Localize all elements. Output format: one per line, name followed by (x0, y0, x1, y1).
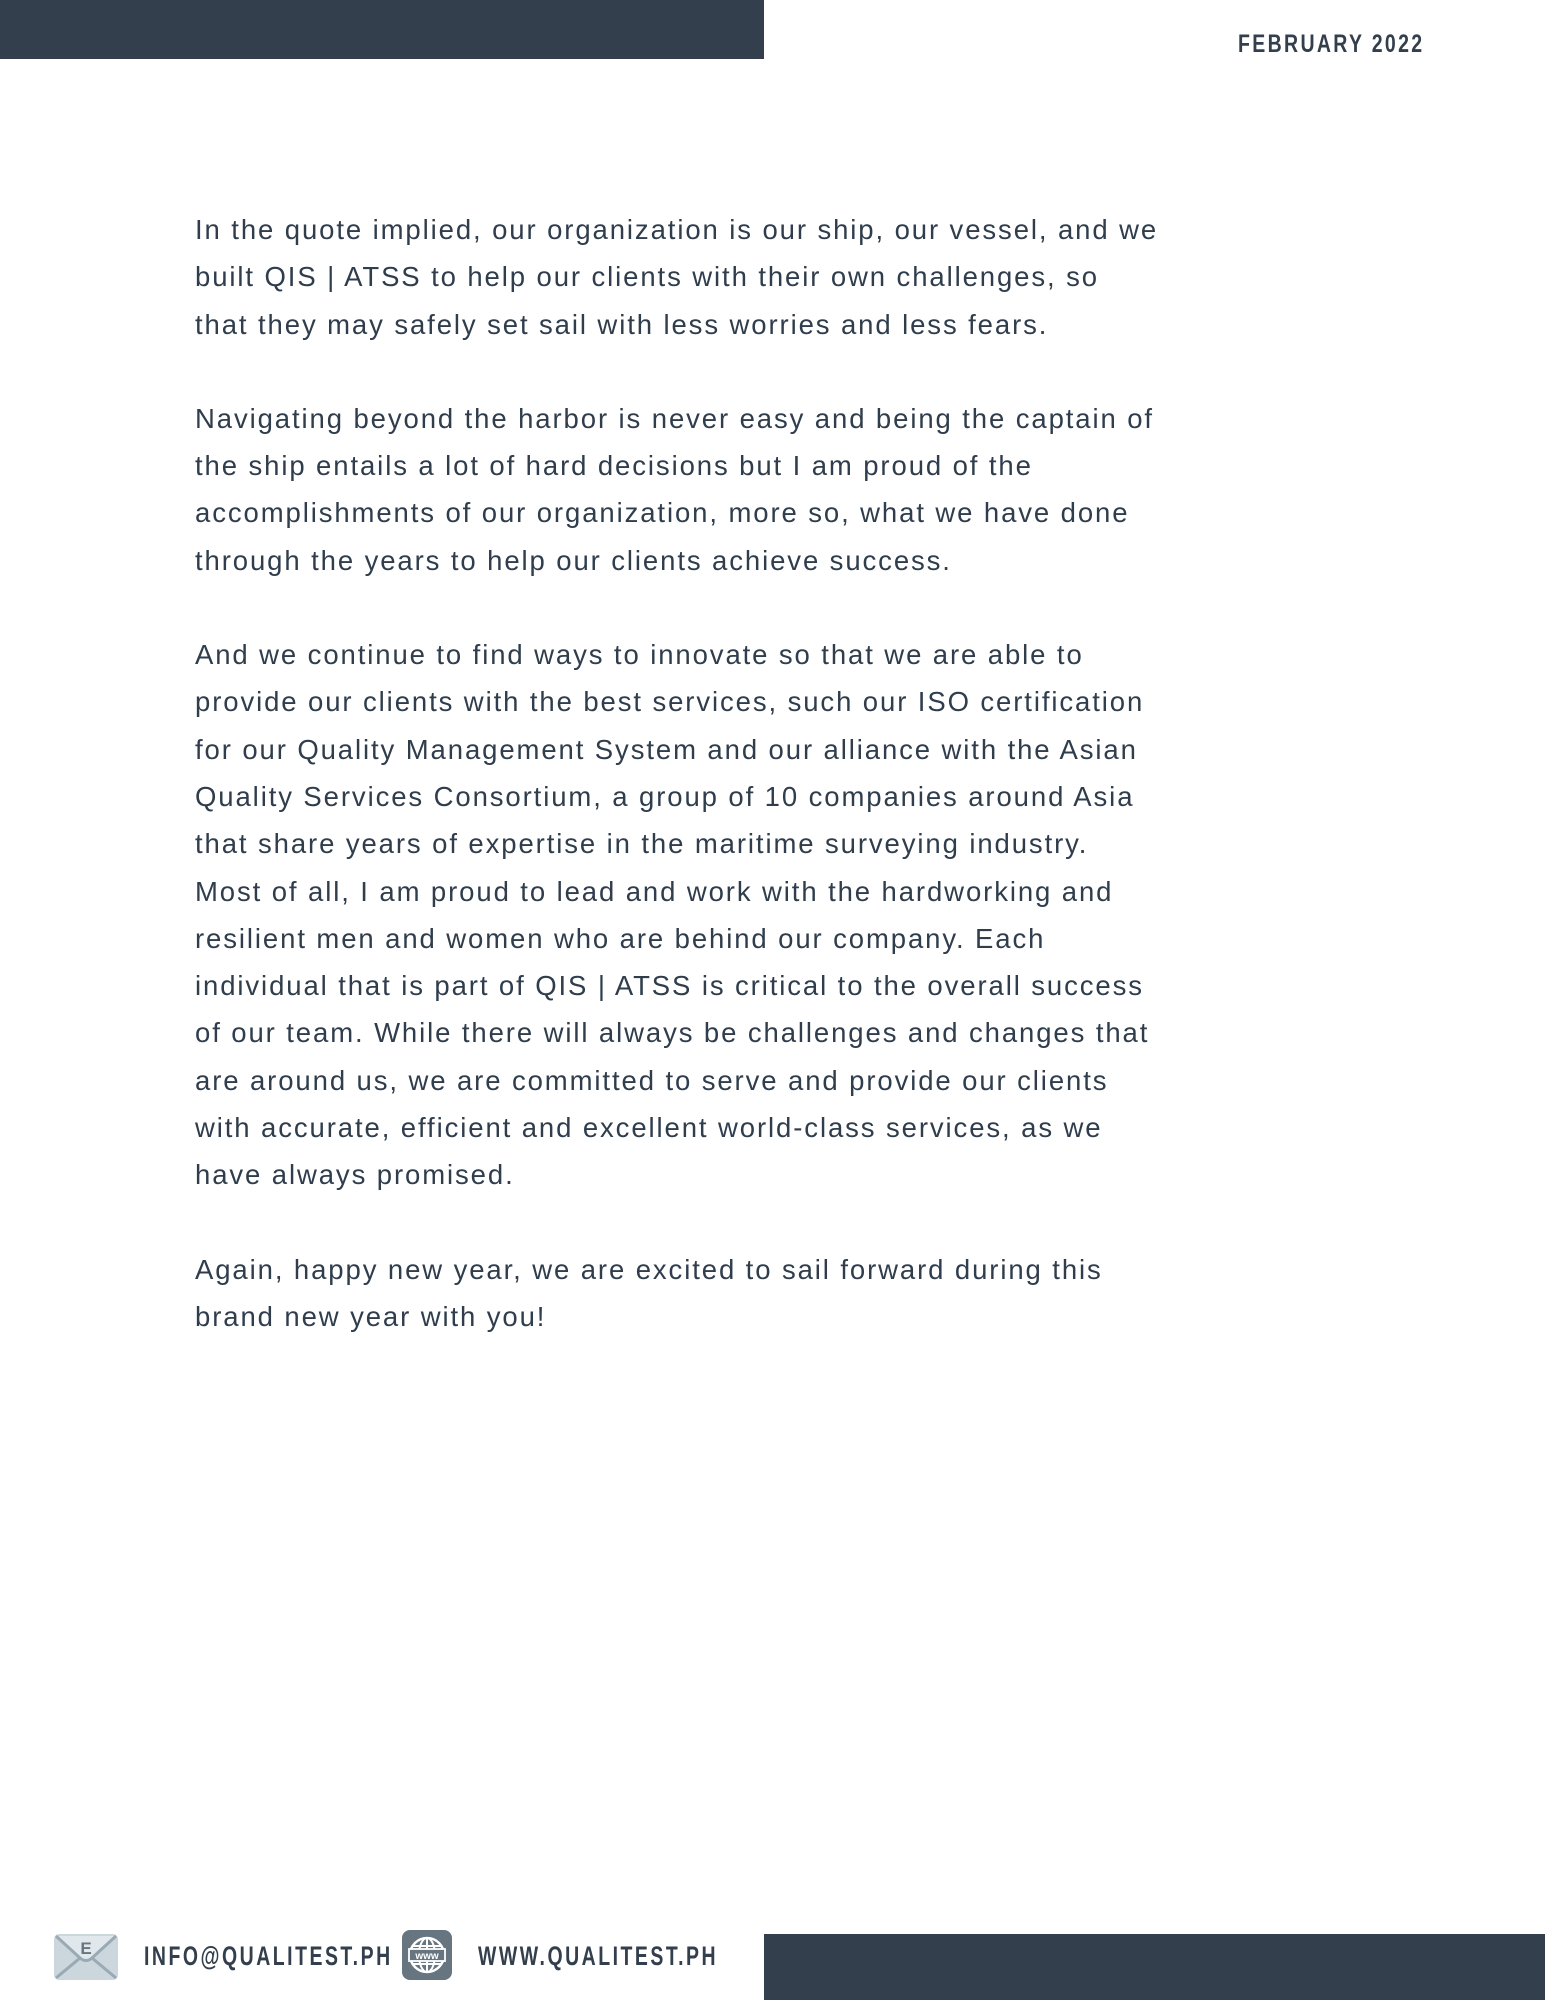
paragraph (195, 631, 1355, 1199)
text-line: accomplishments of our organization, more so, what we have done (195, 497, 1130, 529)
text-line: individual that is part of QIS | ATSS is critical to the overall success (195, 970, 1144, 1002)
text-line: And we continue to find ways to innovate so that we are able to (195, 639, 1084, 671)
header-bar (0, 0, 764, 59)
text-line: built QIS | ATSS to help our clients with their own challenges, so (195, 261, 1099, 293)
paragraph (195, 1246, 1355, 1341)
text-line: the ship entails a lot of hard decisions but I am proud of the (195, 450, 1033, 482)
text-line: brand new year with you! (195, 1300, 547, 1332)
envelope-letter: E (80, 1939, 92, 1958)
text-line: that they may safely set sail with less worries and less fears. (195, 308, 1049, 340)
text-line: resilient men and women who are behind our company. Each (195, 922, 1046, 954)
footer-bar (764, 1934, 1545, 2000)
text-line: In the quote implied, our organization is our ship, our vessel, and we (195, 214, 1159, 245)
website-link[interactable]: WWW.QUALITEST.PH (478, 1941, 719, 1971)
text-line: Navigating beyond the harbor is never easy and being the captain of (195, 402, 1154, 434)
envelope-icon (54, 1934, 118, 1980)
text-line: are around us, we are committed to serve and provide our clients (195, 1064, 1109, 1096)
text-line: of our team. While there will always be challenges and changes that (195, 1017, 1150, 1049)
letter-body (195, 206, 1355, 1387)
text-line: with accurate, efficient and excellent world-class services, as we (195, 1112, 1103, 1144)
text-line: through the years to help our clients achieve success. (195, 544, 952, 576)
issue-date: FEBRUARY 2022 (1238, 30, 1425, 58)
globe-icon-text: www (415, 1951, 439, 1962)
paragraph (195, 206, 1355, 348)
globe-icon (402, 1930, 452, 1980)
text-line: for our Quality Management System and our alliance with the Asian (195, 733, 1138, 765)
text-line: have always promised. (195, 1159, 515, 1191)
text-line: Again, happy new year, we are excited to sail forward during this (195, 1253, 1103, 1285)
email-link[interactable]: INFO@QUALITEST.PH (144, 1941, 393, 1971)
text-line: that share years of expertise in the maritime surveying industry. (195, 828, 1089, 860)
text-line: Most of all, I am proud to lead and work with the hardworking and (195, 875, 1114, 907)
text-line: provide our clients with the best services, such our ISO certification (195, 686, 1145, 718)
paragraph (195, 395, 1355, 584)
text-line: Quality Services Consortium, a group of 10 companies around Asia (195, 780, 1135, 812)
